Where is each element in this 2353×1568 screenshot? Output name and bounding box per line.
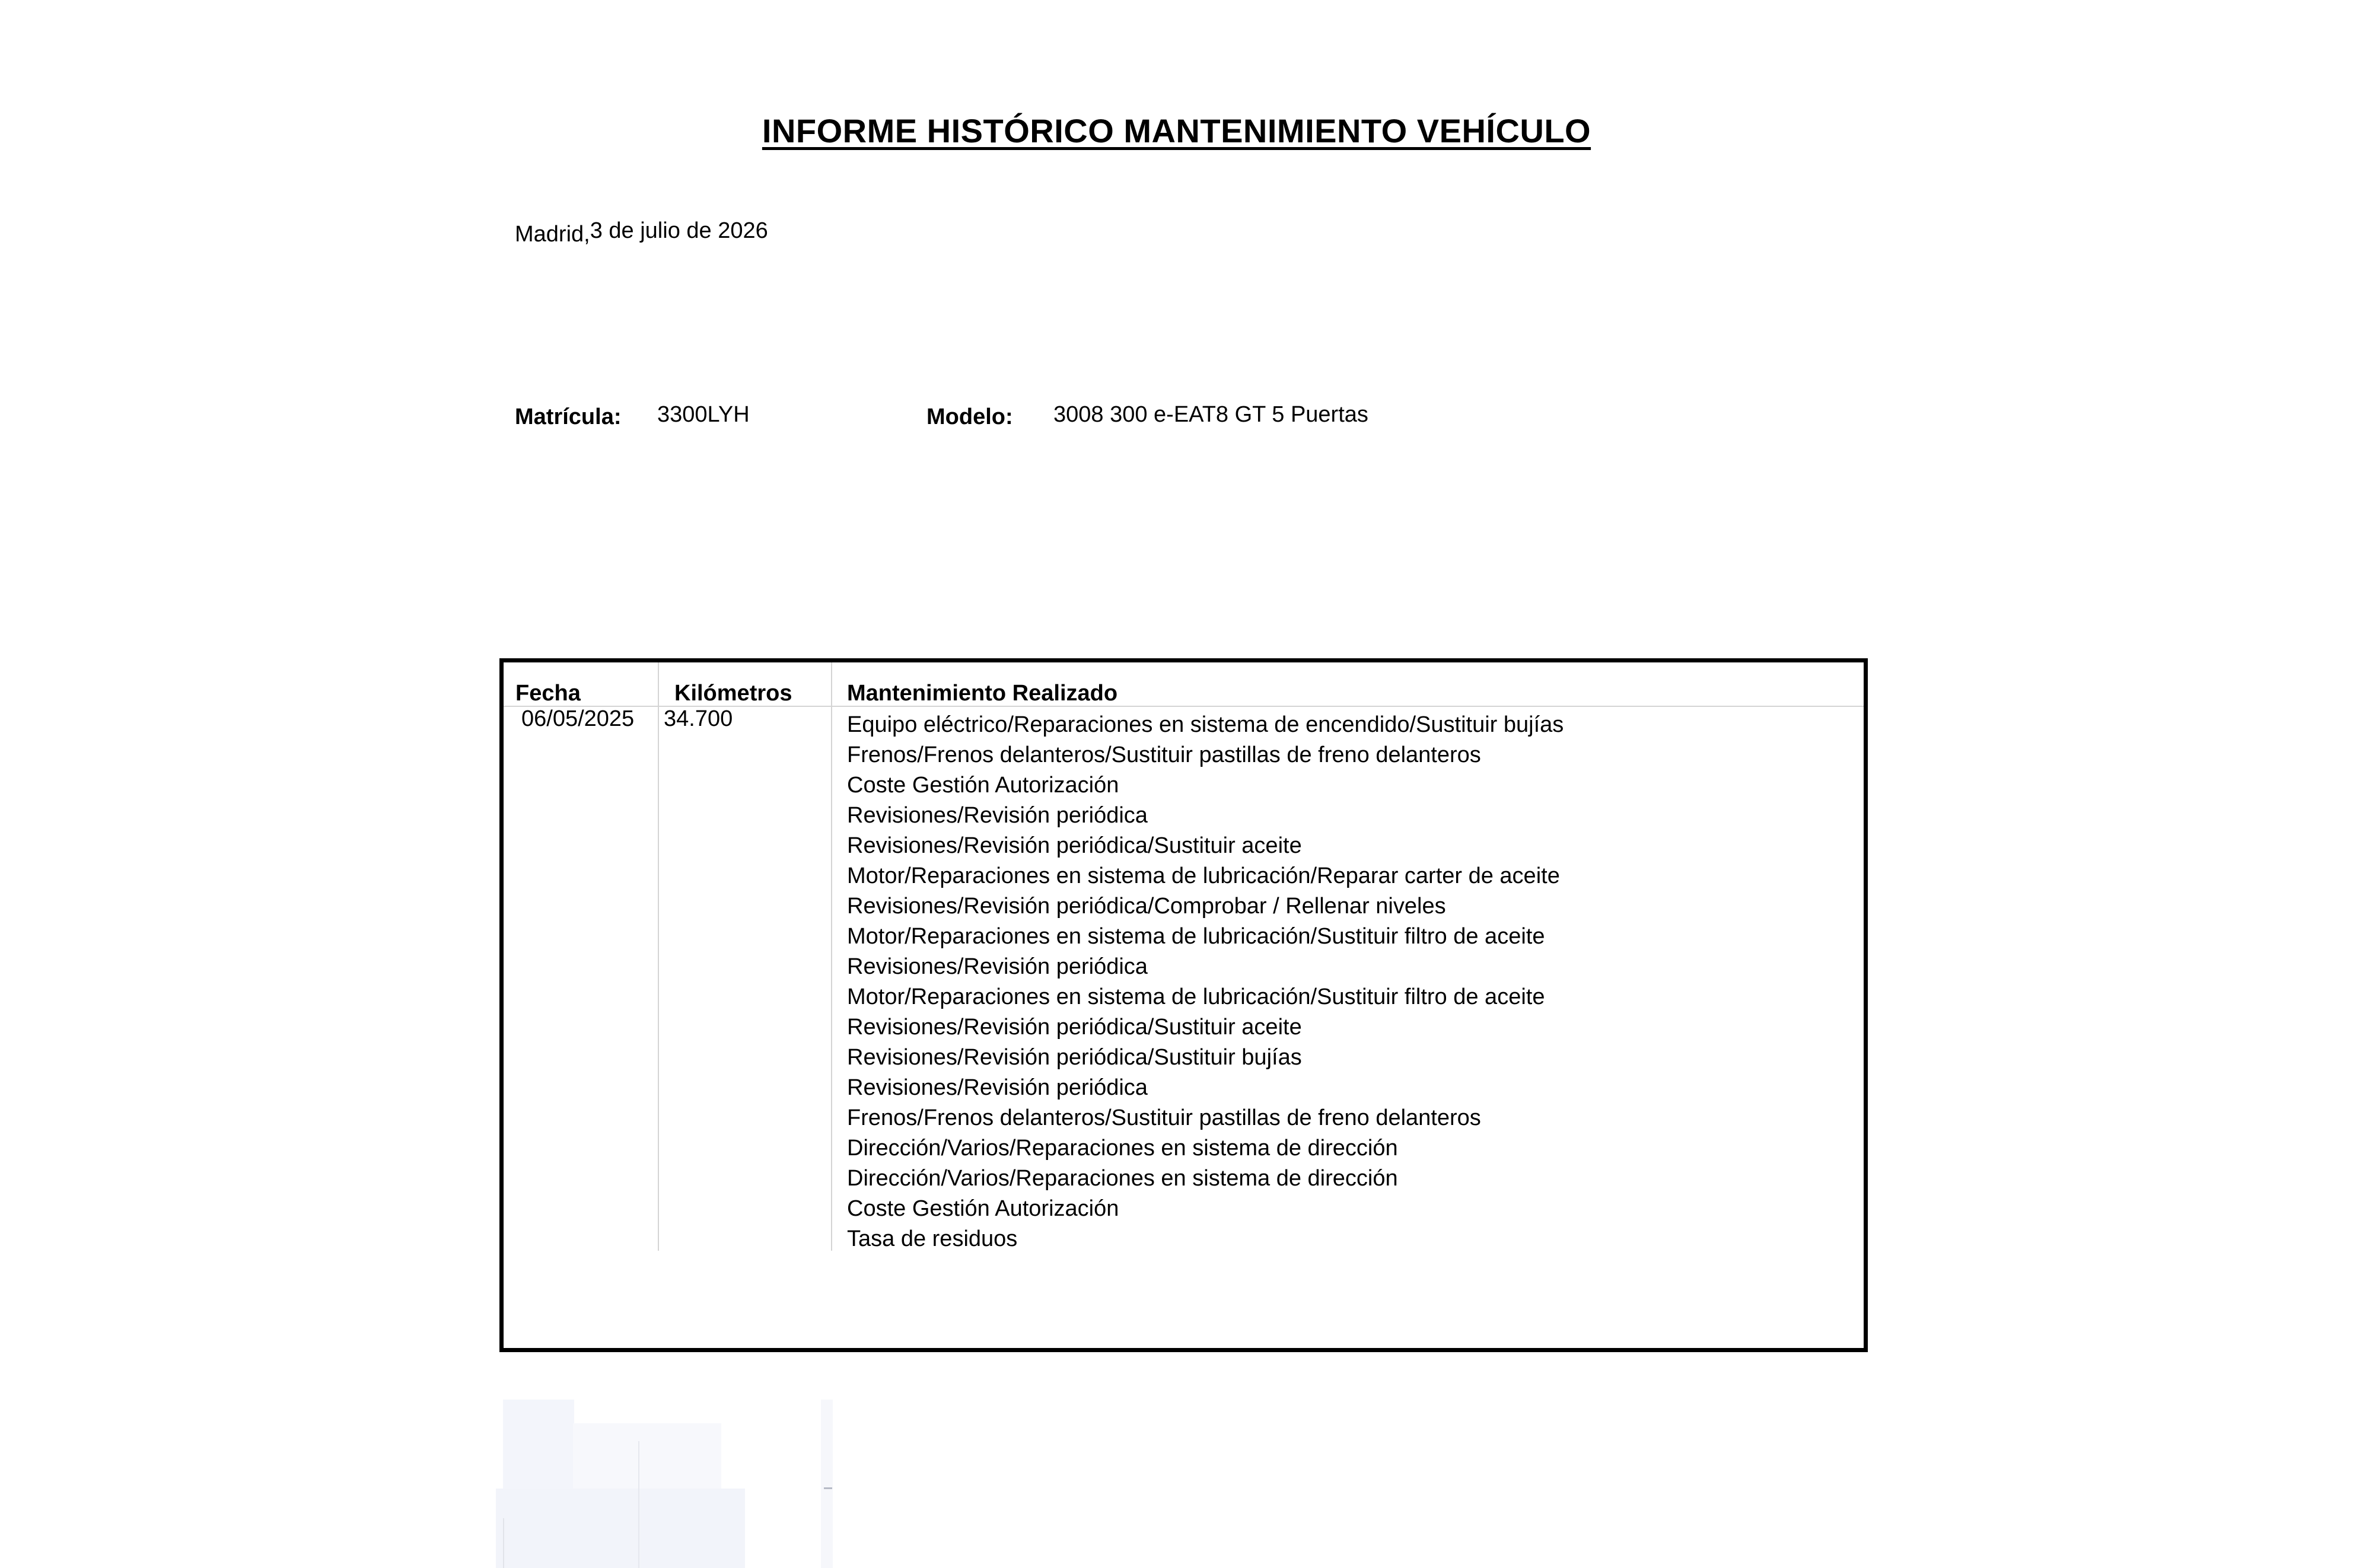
maintenance-item: Revisiones/Revisión periódica/Sustituir aceite bbox=[847, 833, 1302, 858]
plate-value: 3300LYH bbox=[657, 402, 750, 427]
maintenance-item: Frenos/Frenos delanteros/Sustituir pastillas de freno delanteros bbox=[847, 742, 1481, 767]
maintenance-item: Motor/Reparaciones en sistema de lubricación/Sustituir filtro de aceite bbox=[847, 924, 1545, 949]
place-and-date bbox=[515, 218, 768, 247]
record-km: 34.700 bbox=[664, 706, 733, 731]
maintenance-item: Dirección/Varios/Reparaciones en sistema de dirección bbox=[847, 1166, 1398, 1191]
column-divider-2 bbox=[831, 662, 832, 1251]
maintenance-item: Equipo eléctrico/Reparaciones en sistema de encendido/Sustituir bujías bbox=[847, 712, 1564, 737]
faded-scan-artifact bbox=[496, 1400, 834, 1568]
maintenance-item: Revisiones/Revisión periódica bbox=[847, 1075, 1148, 1100]
maintenance-item: Revisiones/Revisión periódica/Sustituir bujías bbox=[847, 1045, 1302, 1070]
maintenance-item: Revisiones/Revisión periódica bbox=[847, 803, 1148, 828]
maintenance-item: Motor/Reparaciones en sistema de lubricación/Reparar carter de aceite bbox=[847, 863, 1560, 888]
record-date: 06/05/2025 bbox=[521, 706, 635, 731]
maintenance-item: Revisiones/Revisión periódica bbox=[847, 954, 1148, 979]
city: Madrid, bbox=[515, 222, 590, 247]
report-title: INFORME HISTÓRICO MANTENIMIENTO VEHÍCULO bbox=[762, 112, 1591, 149]
model-label: Modelo: bbox=[926, 404, 1013, 429]
report-date: 3 de julio de 2026 bbox=[590, 218, 768, 243]
header-maintenance: Mantenimiento Realizado bbox=[847, 681, 1118, 706]
maintenance-items-list bbox=[847, 710, 1564, 1254]
maintenance-item: Frenos/Frenos delanteros/Sustituir pastillas de freno delanteros bbox=[847, 1105, 1481, 1130]
model-value: 3008 300 e-EAT8 GT 5 Puertas bbox=[1053, 402, 1368, 427]
maintenance-item: Coste Gestión Autorización bbox=[847, 773, 1119, 798]
maintenance-item: Revisiones/Revisión periódica/Sustituir aceite bbox=[847, 1015, 1302, 1040]
maintenance-item: Tasa de residuos bbox=[847, 1226, 1018, 1251]
maintenance-item: Revisiones/Revisión periódica/Comprobar / Rellenar niveles bbox=[847, 894, 1446, 919]
plate-label: Matrícula: bbox=[515, 404, 622, 429]
maintenance-item: Motor/Reparaciones en sistema de lubricación/Sustituir filtro de aceite bbox=[847, 984, 1545, 1009]
column-divider-1 bbox=[658, 662, 659, 1251]
header-km: Kilómetros bbox=[674, 681, 792, 706]
maintenance-item: Dirección/Varios/Reparaciones en sistema de dirección bbox=[847, 1136, 1398, 1161]
maintenance-table bbox=[499, 658, 1868, 1352]
header-date: Fecha bbox=[515, 681, 581, 706]
maintenance-item: Coste Gestión Autorización bbox=[847, 1196, 1119, 1221]
